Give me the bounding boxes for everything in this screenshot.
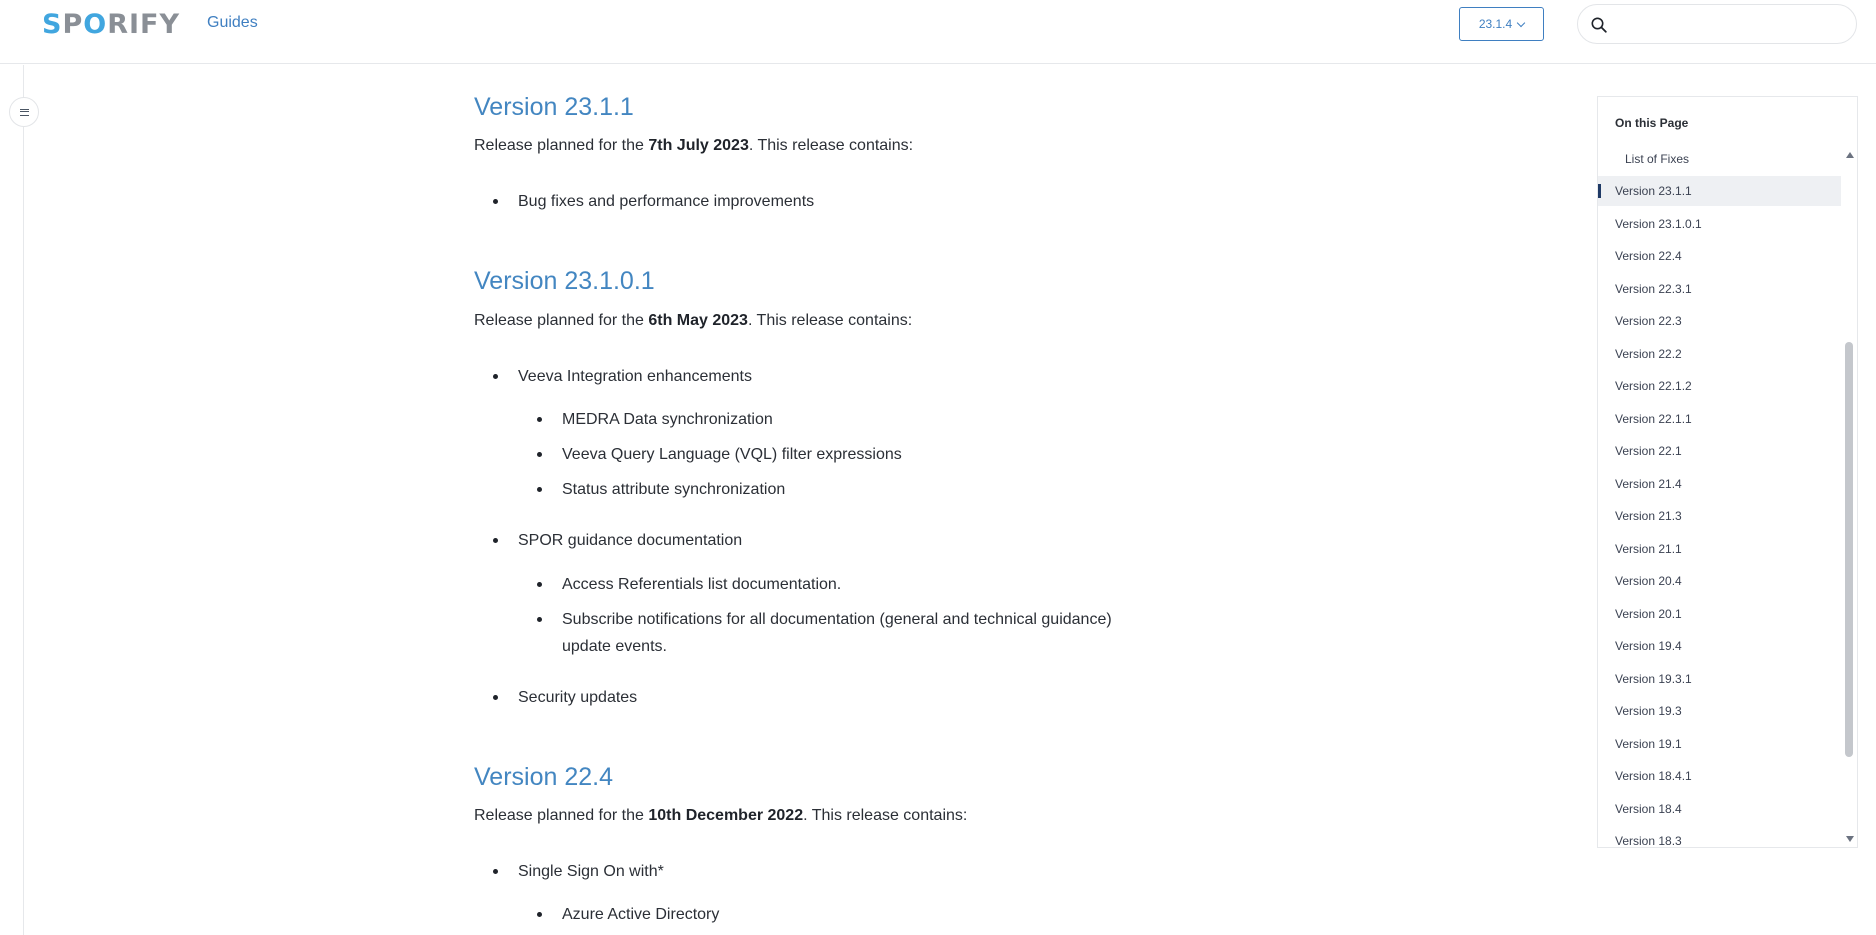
menu-icon <box>20 109 29 116</box>
section-heading[interactable]: Version 23.1.0.1 <box>474 267 655 295</box>
sidebar-toggle-button[interactable] <box>9 97 39 127</box>
search-box[interactable] <box>1577 4 1857 44</box>
toc-item[interactable]: Version 19.4 <box>1615 639 1682 653</box>
list-item-continuation: update events. <box>562 638 667 655</box>
toc-item[interactable]: Version 20.4 <box>1615 574 1682 588</box>
scrollbar-thumb[interactable] <box>1845 342 1853 757</box>
scroll-down-icon[interactable] <box>1846 836 1854 842</box>
toc-item[interactable]: Version 18.4 <box>1615 802 1682 816</box>
toc-item[interactable]: Version 22.2 <box>1615 347 1682 361</box>
release-line: Release planned for the 6th May 2023. This release contains: <box>474 312 913 329</box>
sporify-logo[interactable] <box>42 9 181 40</box>
toc-item[interactable]: Version 18.4.1 <box>1615 769 1692 783</box>
version-select[interactable] <box>1459 7 1544 41</box>
scroll-up-icon[interactable] <box>1846 152 1854 158</box>
left-sidebar-rail <box>0 65 24 935</box>
toc-item[interactable]: Version 22.4 <box>1615 249 1682 263</box>
version-select-value: 23.1.4 <box>1478 17 1513 31</box>
list-item-nested: Subscribe notifications for all documentation (general and technical guidance) <box>562 606 1112 633</box>
top-header <box>0 0 1876 64</box>
list-item: Bug fixes and performance improvements <box>518 188 814 215</box>
section-heading[interactable]: Version 23.1.1 <box>474 93 634 121</box>
release-date: 10th December 2022 <box>648 807 804 824</box>
toc-item[interactable]: Version 22.1.1 <box>1615 412 1692 426</box>
toc-item[interactable]: Version 19.3 <box>1615 704 1682 718</box>
release-date: 7th July 2023 <box>648 137 749 154</box>
section-version-23-1-1 <box>474 92 1434 210</box>
release-line: Release planned for the 10th December 2022. This release contains: <box>474 807 968 824</box>
list-item-nested: Azure Active Directory <box>562 901 719 928</box>
toc-item[interactable]: Version 22.1 <box>1615 444 1682 458</box>
toc-item[interactable]: Version 19.3.1 <box>1615 672 1692 686</box>
search-input[interactable] <box>1618 13 1843 37</box>
toc-item[interactable]: Version 22.3.1 <box>1615 282 1692 296</box>
toc-item[interactable]: List of Fixes <box>1625 152 1690 166</box>
list-item-nested: Access Referentials list documentation. <box>562 571 841 598</box>
toc-item[interactable]: Version 18.3 <box>1615 834 1682 848</box>
section-version-22-4 <box>474 762 1434 923</box>
toc-item[interactable]: Version 19.1 <box>1615 737 1682 751</box>
nav-guides-link[interactable]: Guides <box>207 14 258 31</box>
logo-wordmark: SPORIFY <box>42 9 181 40</box>
toc-item[interactable]: Version 23.1.0.1 <box>1615 217 1702 231</box>
list-item-nested: Veeva Query Language (VQL) filter expressions <box>562 441 902 468</box>
list-item: SPOR guidance documentation <box>518 527 742 554</box>
list-item: Single Sign On with* <box>518 858 664 885</box>
section-version-23-1-0-1 <box>474 266 1434 706</box>
toc-item[interactable]: Version 21.3 <box>1615 509 1682 523</box>
release-date: 6th May 2023 <box>648 312 748 329</box>
section-heading[interactable]: Version 22.4 <box>474 763 613 791</box>
list-item-nested: Status attribute synchronization <box>562 476 785 503</box>
list-item: Veeva Integration enhancements <box>518 363 752 390</box>
chevron-down-icon <box>1517 18 1525 26</box>
list-item-nested: MEDRA Data synchronization <box>562 406 773 433</box>
toc-item[interactable]: Version 22.1.2 <box>1615 379 1692 393</box>
toc-item-active[interactable]: Version 23.1.1 <box>1598 176 1841 206</box>
toc-item[interactable]: Version 21.1 <box>1615 542 1682 556</box>
toc-item[interactable]: Version 22.3 <box>1615 314 1682 328</box>
toc-title: On this Page <box>1615 116 1689 130</box>
toc-item[interactable]: Version 21.4 <box>1615 477 1682 491</box>
list-item: Security updates <box>518 684 637 711</box>
toc-item[interactable]: Version 20.1 <box>1615 607 1682 621</box>
on-this-page-toc <box>1597 96 1858 848</box>
toc-scrollbar[interactable] <box>1841 152 1857 842</box>
release-line: Release planned for the 7th July 2023. This release contains: <box>474 137 914 154</box>
search-icon <box>1591 17 1607 33</box>
